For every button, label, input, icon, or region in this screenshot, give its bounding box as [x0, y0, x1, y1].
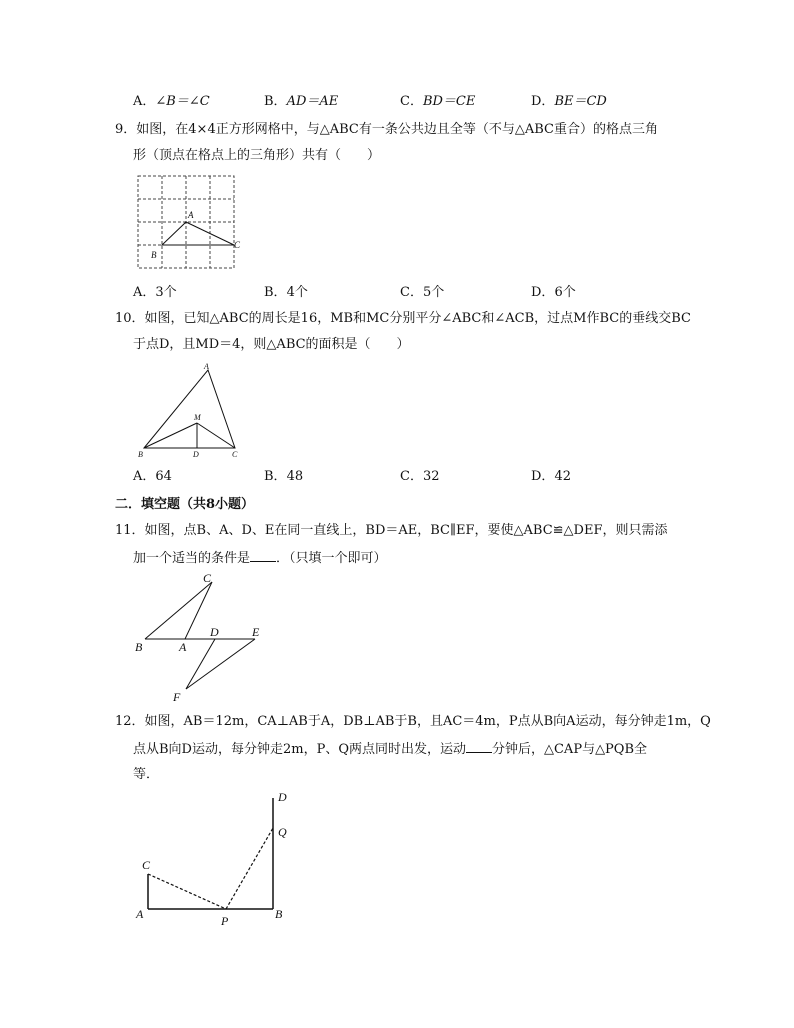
- q10-triangle-figure: [135, 360, 250, 460]
- option-label: A．: [133, 94, 156, 109]
- label-p: P: [221, 914, 229, 928]
- label-a: A: [136, 907, 144, 921]
- label-c: C: [232, 450, 238, 459]
- label-a: A: [188, 210, 194, 220]
- segment-mb: [144, 423, 197, 448]
- section-title: 二．填空题（共8小题）: [115, 497, 255, 512]
- option-text: 3个: [155, 285, 177, 300]
- label-e: E: [252, 625, 260, 639]
- q12-figure: [130, 785, 300, 930]
- segment-bc: [145, 582, 212, 639]
- option-text: BE＝CD: [554, 94, 607, 109]
- q9-option-c: [400, 284, 444, 302]
- label-a: A: [204, 362, 209, 371]
- segment-cp: [148, 874, 226, 909]
- q9-line1: [115, 121, 658, 139]
- label-m: M: [194, 413, 201, 422]
- label-a: A: [179, 640, 187, 654]
- label-c: C: [142, 858, 151, 872]
- label-c: C: [234, 240, 241, 250]
- label-q: Q: [278, 825, 287, 839]
- option-label: C．: [400, 285, 423, 300]
- question-text: 加一个适当的条件是: [133, 551, 251, 566]
- q12-line1: [115, 713, 711, 731]
- q10-option-a: [133, 468, 172, 486]
- q8-option-b: [264, 93, 338, 111]
- label-d: D: [193, 450, 199, 459]
- q8-option-a: [133, 93, 210, 111]
- q10-line1: [115, 310, 691, 328]
- segment-ef: [186, 639, 255, 689]
- option-label: D．: [531, 94, 555, 109]
- option-text: 5个: [422, 285, 445, 300]
- question-text: 分钟后，△CAP与△PQB全: [491, 742, 648, 757]
- label-b: B: [138, 450, 143, 459]
- question-text: 如图，AB＝12m，CA⊥AB于A，DB⊥AB于B，且AC＝4m，P点从B向A运动，每分钟走1m，Q: [144, 714, 711, 729]
- option-text: ∠B＝∠C: [155, 94, 210, 109]
- q11-line2: [133, 549, 387, 568]
- q12-line3: 等．: [133, 767, 160, 782]
- q9-grid-figure: [130, 170, 245, 275]
- question-text: 如图，点B、A、D、E在同一直线上，BD＝AE，BC∥EF，要使△ABC≌△DEF，则只需添: [144, 523, 668, 538]
- question-text: 如图，已知△ABC的周长是16，MB和MC分别平分∠ABC和∠ACB，过点M作BC的垂线交BC: [144, 311, 691, 326]
- option-text: AD＝AE: [286, 94, 339, 109]
- option-label: B．: [264, 469, 287, 484]
- segment-df: [186, 639, 215, 689]
- segment-mc: [197, 423, 235, 448]
- q9-option-a: [133, 284, 177, 302]
- label-b: B: [151, 250, 157, 260]
- q9-option-b: [264, 284, 308, 302]
- question-text: ．（只填一个即可）: [276, 551, 387, 566]
- q9-option-d: [531, 284, 576, 302]
- q10-option-c: [400, 468, 440, 486]
- segment-ca: [185, 582, 212, 639]
- label-d: D: [278, 790, 287, 804]
- q9-line2: 形（顶点在格点上的三角形）共有（ ）: [133, 148, 381, 163]
- option-text: 6个: [554, 285, 576, 300]
- label-d: D: [210, 625, 219, 639]
- question-text: 如图，在4×4正方形网格中，与△ABC有一条公共边且全等（不与△ABC重合）的格点三角: [136, 122, 658, 137]
- question-number: 12．: [115, 714, 145, 729]
- answer-blank[interactable]: [250, 549, 276, 562]
- q8-option-d: [531, 93, 607, 111]
- question-number: 9．: [115, 122, 137, 137]
- option-text: 32: [422, 469, 440, 484]
- q11-figure: [130, 568, 275, 708]
- q10-option-d: [531, 468, 571, 486]
- option-label: A．: [133, 469, 156, 484]
- label-c: C: [203, 571, 212, 585]
- question-text: 点从B向D运动，每分钟走2m，P、Q两点同时出发，运动: [133, 742, 466, 757]
- label-b: B: [135, 640, 143, 654]
- option-label: C．: [400, 469, 423, 484]
- q11-line1: [115, 522, 667, 540]
- option-label: B．: [264, 94, 287, 109]
- triangle-abc: [162, 222, 234, 245]
- label-f: F: [173, 690, 181, 704]
- option-text: 42: [554, 469, 571, 484]
- question-number: 10．: [115, 311, 145, 326]
- option-text: 64: [155, 469, 172, 484]
- option-text: BD＝CE: [422, 94, 476, 109]
- option-label: D．: [531, 469, 555, 484]
- option-label: A．: [133, 285, 156, 300]
- label-b: B: [275, 907, 283, 921]
- question-number: 11．: [115, 523, 145, 538]
- option-text: 48: [286, 469, 304, 484]
- triangle-abc: [144, 370, 235, 448]
- option-text: 4个: [286, 285, 308, 300]
- q10-option-b: [264, 468, 303, 486]
- answer-blank[interactable]: [466, 740, 492, 753]
- q8-option-c: [400, 93, 475, 111]
- q10-line2: 于点D，且MD＝4，则△ABC的面积是（ ）: [133, 337, 410, 352]
- option-label: D．: [531, 285, 555, 300]
- segment-pq: [226, 828, 273, 909]
- option-label: C．: [400, 94, 423, 109]
- q12-line2: [133, 740, 647, 759]
- option-label: B．: [264, 285, 287, 300]
